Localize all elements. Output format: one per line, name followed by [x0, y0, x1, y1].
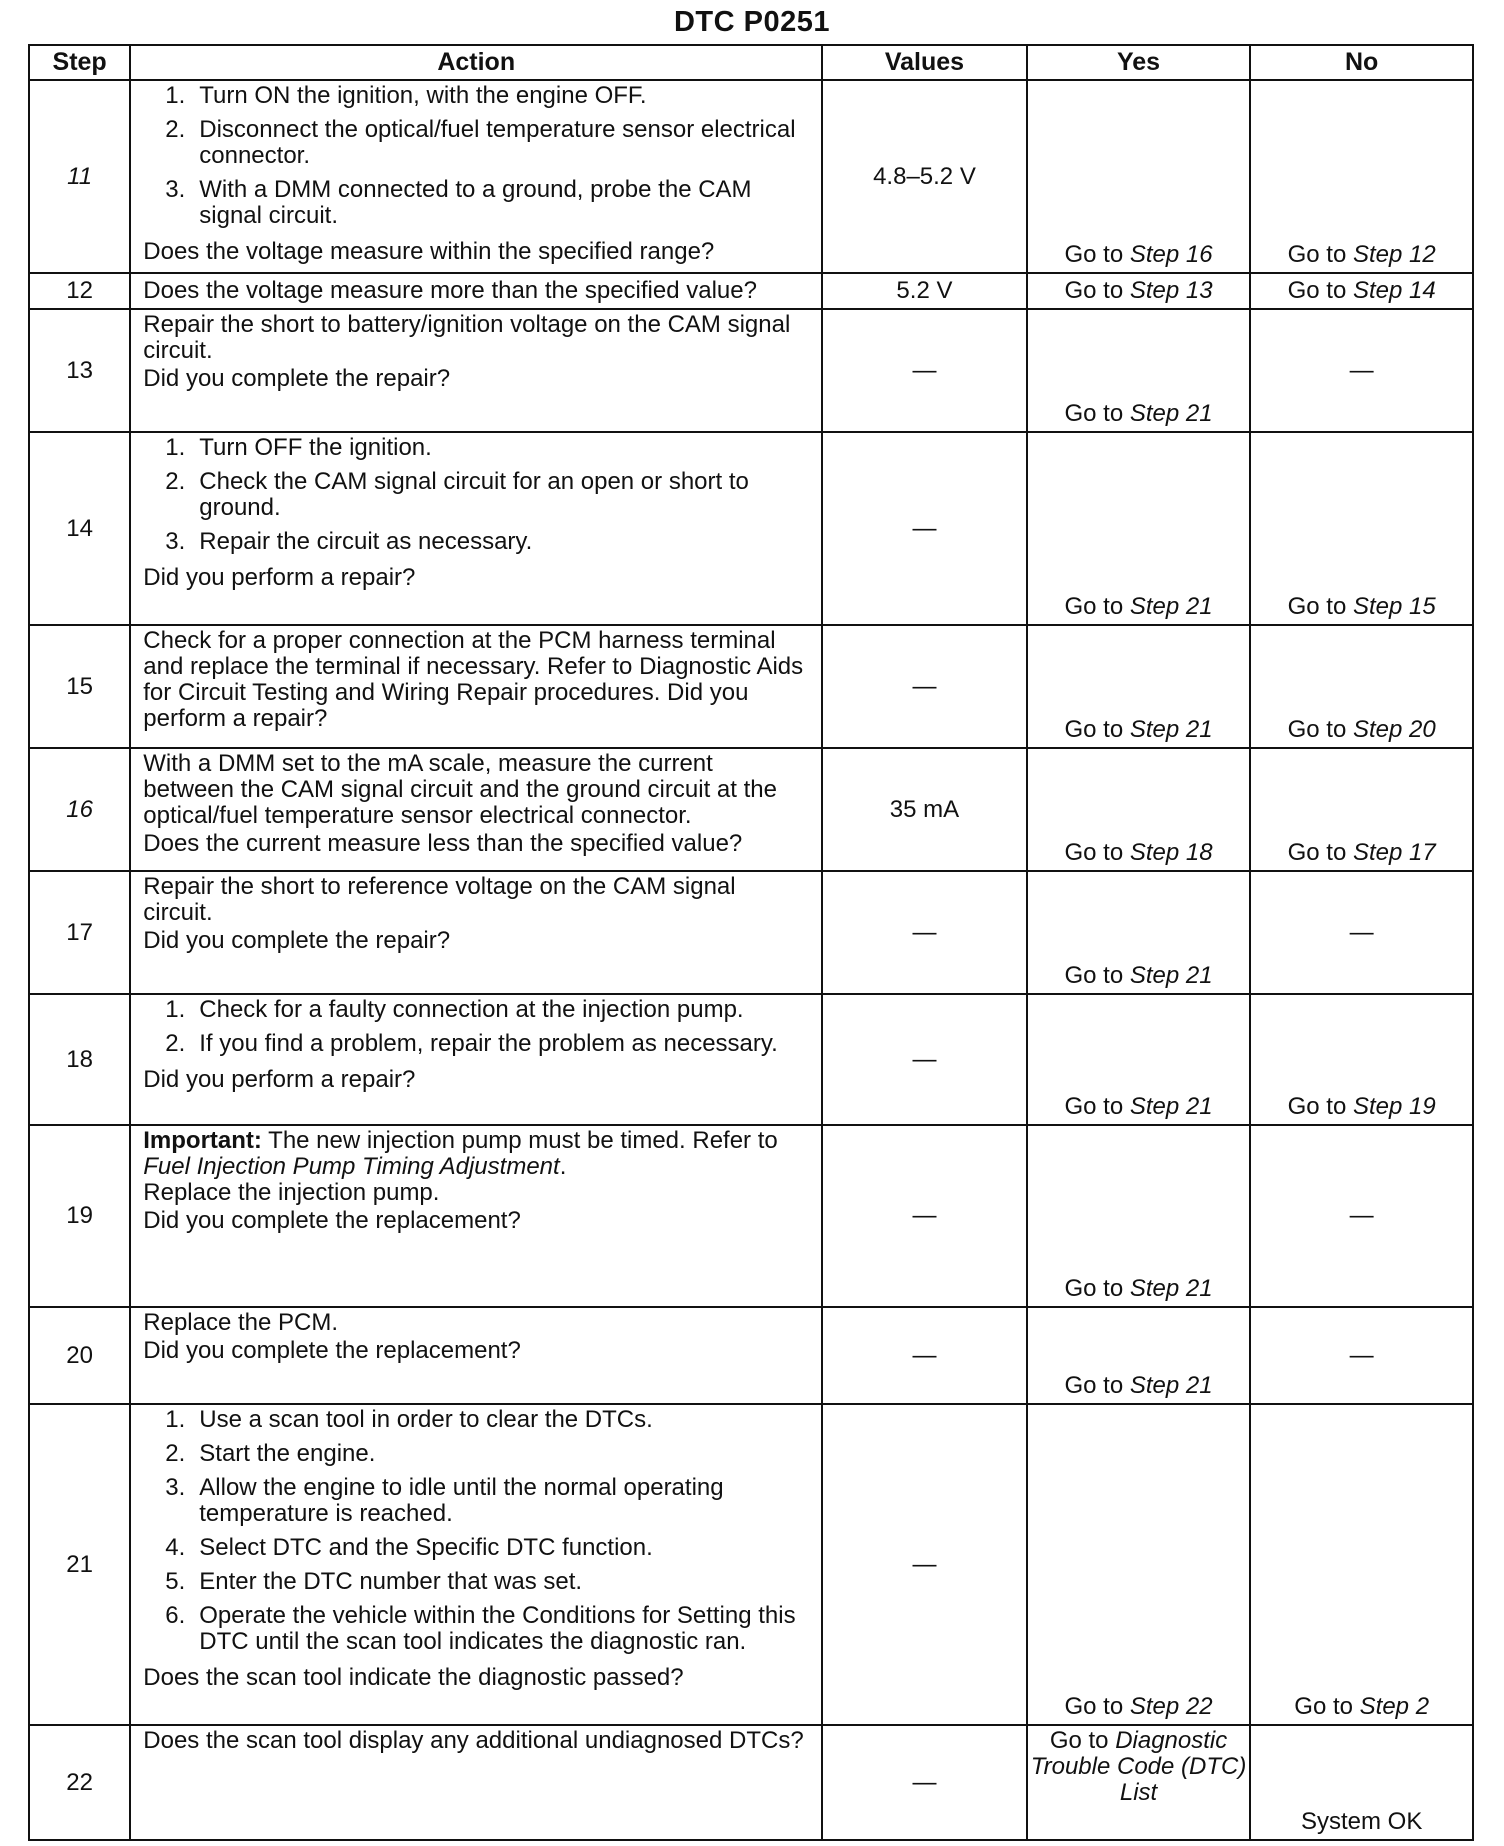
- list-item: 2. If you find a problem, repair the problem as necessary.: [165, 1030, 778, 1057]
- no-cell: Go to Step 12: [1250, 80, 1473, 273]
- no-cell: Go to Step 15: [1250, 432, 1473, 625]
- header-action: Action: [130, 45, 822, 80]
- step-number: 18: [29, 994, 130, 1125]
- action-text: Repair the short to reference voltage on the CAM signal circuit.: [143, 873, 736, 926]
- list-item: 5. Enter the DTC number that was set.: [165, 1568, 583, 1595]
- list-item: 1. Check for a faulty connection at the injection pump.: [165, 996, 744, 1023]
- action-text: Check for a proper connection at the PCM harness terminal and replace the terminal if necessary. Refer to Diagnostic Aids for Circuit Testing and Wiring Repair procedures. Did you perform a repair?: [143, 627, 804, 732]
- yes-cell: Go to Step 21: [1027, 432, 1251, 625]
- value-cell: —: [822, 432, 1027, 625]
- step-number: 19: [29, 1125, 130, 1307]
- action-cell: [130, 1125, 822, 1307]
- step-number: 13: [29, 309, 130, 432]
- step-number: 12: [29, 273, 130, 309]
- step-number: 11: [29, 80, 130, 273]
- value-cell: 5.2 V: [822, 273, 1027, 309]
- value-cell: —: [822, 871, 1027, 994]
- yes-cell: Go to Step 21: [1027, 625, 1251, 748]
- list-item: 2. Disconnect the optical/fuel temperature sensor electrical connector.: [165, 116, 796, 169]
- table-row-step-21: [29, 1404, 1473, 1725]
- list-item: 2. Start the engine.: [165, 1440, 376, 1467]
- no-cell: Go to Step 19: [1250, 994, 1473, 1125]
- yes-cell: Go to Step 18: [1027, 748, 1251, 871]
- action-cell: [130, 1307, 822, 1404]
- list-item: 4. Select DTC and the Specific DTC function.: [165, 1534, 653, 1561]
- table-row-step-17: [29, 871, 1473, 994]
- action-cell: [130, 1725, 822, 1840]
- list-item: 1. Use a scan tool in order to clear the DTCs.: [165, 1406, 653, 1433]
- action-cell: [130, 748, 822, 871]
- table-row-step-18: [29, 994, 1473, 1125]
- no-cell: Go to Step 20: [1250, 625, 1473, 748]
- action-question: Does the voltage measure within the specified range?: [143, 238, 715, 265]
- no-cell: Go to Step 17: [1250, 748, 1473, 871]
- header-values: Values: [822, 45, 1027, 80]
- yes-cell: Go to Step 13: [1027, 273, 1251, 309]
- table-row-step-11: [29, 80, 1473, 273]
- action-text: Replace the injection pump.: [143, 1179, 440, 1206]
- yes-cell: Go to Step 21: [1027, 994, 1251, 1125]
- list-item: 3. Allow the engine to idle until the normal operating temperature is reached.: [165, 1474, 724, 1527]
- list-item: 6. Operate the vehicle within the Conditions for Setting this DTC until the scan tool indicates the diagnostic ran.: [165, 1602, 796, 1655]
- action-question: Did you complete the repair?: [143, 927, 451, 954]
- step-number: 22: [29, 1725, 130, 1840]
- header-yes: Yes: [1027, 45, 1251, 80]
- action-cell: [130, 994, 822, 1125]
- table-row-step-20: [29, 1307, 1473, 1404]
- yes-cell: Go to Step 21: [1027, 309, 1251, 432]
- list-item: 3. Repair the circuit as necessary.: [165, 528, 533, 555]
- step-number: 14: [29, 432, 130, 625]
- action-question: Did you complete the replacement?: [143, 1337, 521, 1364]
- action-question: Did you perform a repair?: [143, 564, 416, 591]
- table-row-step-12: [29, 273, 1473, 309]
- no-cell: Go to Step 14: [1250, 273, 1473, 309]
- action-cell: [130, 309, 822, 432]
- action-question: Does the current measure less than the specified value?: [143, 830, 743, 857]
- value-cell: 4.8–5.2 V: [822, 80, 1027, 273]
- action-cell: [130, 871, 822, 994]
- value-cell: —: [822, 1125, 1027, 1307]
- no-cell: —: [1250, 1307, 1473, 1404]
- value-cell: —: [822, 309, 1027, 432]
- action-question: Did you complete the replacement?: [143, 1207, 521, 1234]
- action-cell: [130, 80, 822, 273]
- table-row-step-14: [29, 432, 1473, 625]
- header-step: Step: [29, 45, 130, 80]
- action-question: Does the scan tool indicate the diagnostic passed?: [143, 1664, 684, 1691]
- no-cell: —: [1250, 309, 1473, 432]
- action-text: With a DMM set to the mA scale, measure the current between the CAM signal circuit and the ground circuit at the optical/fuel temperature sensor electrical connector.: [143, 750, 777, 829]
- action-text: Does the scan tool display any additional undiagnosed DTCs?: [143, 1727, 804, 1754]
- no-cell: Go to Step 2: [1250, 1404, 1473, 1725]
- page-title: DTC P0251: [673, 6, 830, 38]
- action-text: Replace the PCM.: [143, 1309, 339, 1336]
- yes-cell: Go to Step 21: [1027, 1125, 1251, 1307]
- value-cell: —: [822, 994, 1027, 1125]
- step-number: 16: [29, 748, 130, 871]
- table-row-step-13: [29, 309, 1473, 432]
- list-item: 3. With a DMM connected to a ground, probe the CAM signal circuit.: [165, 176, 752, 229]
- diagnostic-table: [28, 44, 1474, 1841]
- no-cell: —: [1250, 1125, 1473, 1307]
- value-cell: —: [822, 1307, 1027, 1404]
- action-question: Did you complete the repair?: [143, 365, 451, 392]
- yes-cell: Go to Step 16: [1027, 80, 1251, 273]
- table-row-step-15: [29, 625, 1473, 748]
- action-cell: [130, 432, 822, 625]
- action-cell: [130, 625, 822, 748]
- important-note: Important: The new injection pump must be timed. Refer to Fuel Injection Pump Timing Adjustment.: [143, 1127, 778, 1180]
- yes-cell: Go to Diagnostic Trouble Code (DTC) List: [1027, 1725, 1251, 1840]
- step-number: 20: [29, 1307, 130, 1404]
- yes-cell: Go to Step 22: [1027, 1404, 1251, 1725]
- header-row: [29, 45, 1473, 80]
- step-number: 17: [29, 871, 130, 994]
- action-text: Repair the short to battery/ignition voltage on the CAM signal circuit.: [143, 311, 791, 364]
- value-cell: —: [822, 1725, 1027, 1840]
- no-cell: —: [1250, 871, 1473, 994]
- step-number: 15: [29, 625, 130, 748]
- value-cell: —: [822, 1404, 1027, 1725]
- list-item: 1. Turn ON the ignition, with the engine OFF.: [165, 82, 647, 109]
- value-cell: —: [822, 625, 1027, 748]
- no-cell: System OK: [1250, 1725, 1473, 1840]
- action-question: Did you perform a repair?: [143, 1066, 416, 1093]
- action-cell: [130, 273, 822, 309]
- yes-cell: Go to Step 21: [1027, 1307, 1251, 1404]
- yes-cell: Go to Step 21: [1027, 871, 1251, 994]
- step-number: 21: [29, 1404, 130, 1725]
- table-row-step-19: [29, 1125, 1473, 1307]
- value-cell: 35 mA: [822, 748, 1027, 871]
- table-row-step-16: [29, 748, 1473, 871]
- list-item: 2. Check the CAM signal circuit for an open or short to ground.: [165, 468, 749, 521]
- action-cell: [130, 1404, 822, 1725]
- table-row-step-22: [29, 1725, 1473, 1840]
- list-item: 1. Turn OFF the ignition.: [165, 434, 432, 461]
- action-question: Does the voltage measure more than the specified value?: [143, 277, 757, 304]
- header-no: No: [1250, 45, 1473, 80]
